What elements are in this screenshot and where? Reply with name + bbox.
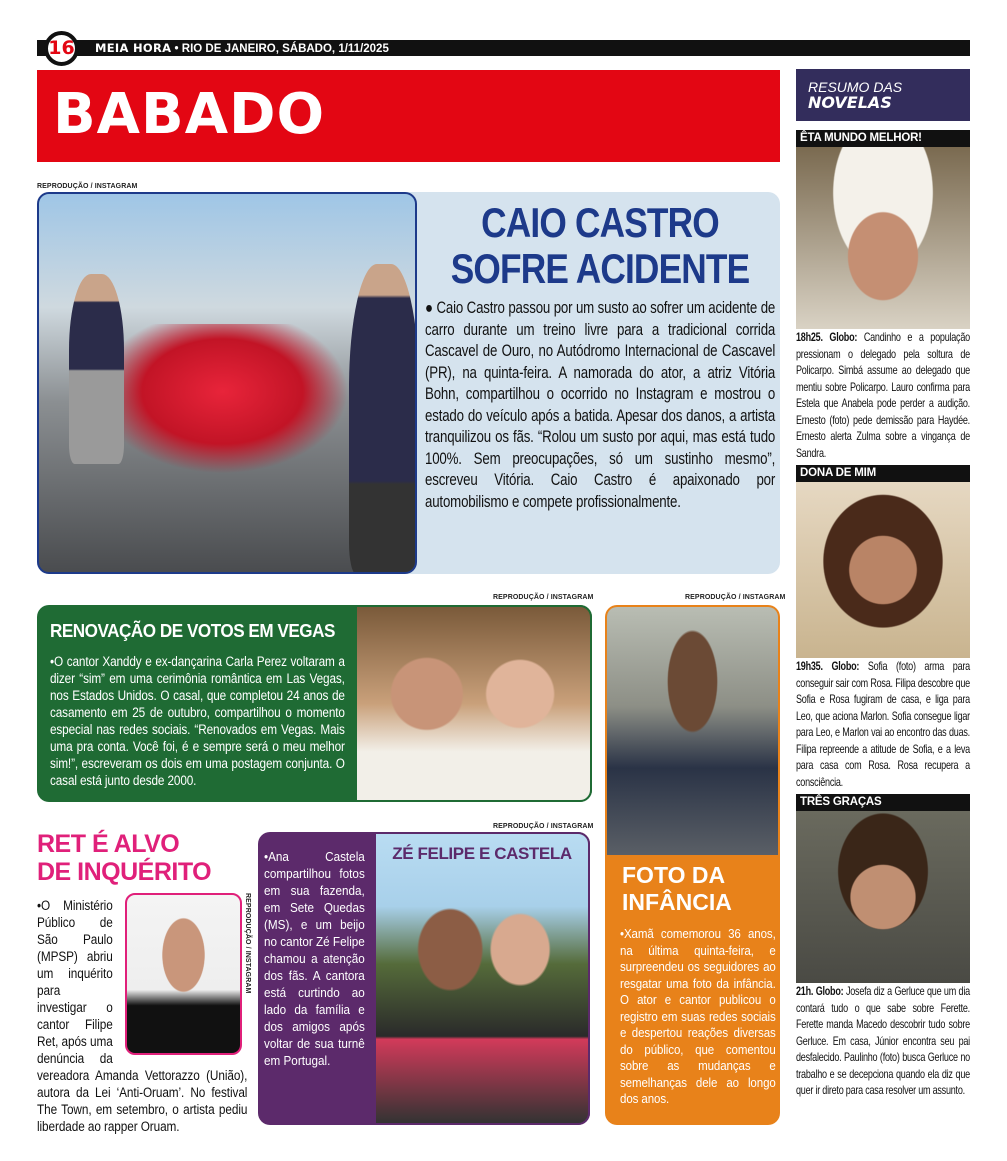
bullet: ● bbox=[425, 299, 437, 317]
photo-credit: REPRODUÇÃO / INSTAGRAM bbox=[493, 823, 594, 830]
person-figure bbox=[349, 264, 417, 574]
novela-photo bbox=[796, 147, 970, 329]
car-crash-photo bbox=[37, 192, 417, 574]
novela-header: TRÊS GRAÇAS bbox=[796, 794, 970, 811]
page-header-bar bbox=[37, 40, 970, 56]
novela-header: ÊTA MUNDO MELHOR! bbox=[796, 130, 970, 147]
brand-name: MEIA HORA bbox=[95, 41, 172, 55]
vegas-headline: RENOVAÇÃO DE VOTOS EM VEGAS bbox=[50, 621, 335, 641]
headline-line: SOFRE ACIDENTE bbox=[450, 245, 750, 292]
body-text: Caio Castro passou por um susto ao sofrer um acidente de carro durante um treino livre para a tradicional corrida Cascavel de Ouro, no Autódromo Internacional de Cascavel (PR), na quinta-feira. A namorada do ator, a atriz Vitória Bohn, compartilhou o ocorrido no Instagram e mostrou o estado do veículo após a batida. Apesar dos danos, a artista tranquilizou os fãs. “Rolou um susto por aqui, mas está tudo 100%. Sem preocupações, só um sustinho mesmo”, escreveu Vitória. Caio Castro é apaixonado por automobilismo e compete profissionalmente. bbox=[425, 299, 776, 511]
novela-summary-wrap bbox=[796, 984, 970, 1100]
novela-header: DONA DE MIM bbox=[796, 465, 970, 482]
photo-credit: REPRODUÇÃO / INSTAGRAM bbox=[493, 594, 594, 601]
headline-line: INFÂNCIA bbox=[622, 889, 732, 915]
couple-photo bbox=[355, 605, 592, 802]
novela-summary bbox=[796, 659, 970, 791]
section-banner bbox=[37, 70, 780, 162]
page-number: 16 bbox=[44, 31, 79, 66]
headline-line: RET É ALVO bbox=[37, 830, 180, 858]
novela-summary bbox=[796, 984, 970, 1100]
sidebar-title: RESUMO DAS bbox=[808, 79, 903, 95]
infancia-body: •Xamã comemorou 36 anos, na última quinta-feira, e surpreendeu os seguidores ao resgatar uma foto da infância. O ator e cantor publicou o registro em suas redes sociais e despertou reações diversas do público, que comentou sobre as mudanças e semelhanças dele ao longo dos anos. bbox=[620, 926, 776, 1106]
novela-text: Candinho e a população pressionam o delegado pela soltura de Policarpo. Simbá assume ao delegado que mentiu sobre Policarpo. Lauro confirma para Estela que Anabela pode perder a audição. Ernesto (foto) pede demissão para Haydée. Ernesto alerta Zulma sobre a vingança de Sandra. bbox=[796, 331, 970, 460]
headline-line: FOTO DA bbox=[622, 862, 726, 888]
photo-credit: REPRODUÇÃO / INSTAGRAM bbox=[244, 893, 251, 994]
car-shape bbox=[119, 324, 349, 474]
main-headline bbox=[420, 200, 780, 292]
infancia-headline bbox=[622, 862, 732, 916]
novela-photo bbox=[796, 811, 970, 983]
dateline: • RIO DE JANEIRO, SÁBADO, 1/11/2025 bbox=[174, 43, 389, 55]
photo-credit: REPRODUÇÃO / INSTAGRAM bbox=[37, 183, 138, 190]
filipe-ret-photo bbox=[125, 893, 242, 1055]
novelas-sidebar bbox=[796, 69, 970, 1103]
childhood-photo bbox=[605, 605, 780, 855]
novela-time: 18h25. Globo: bbox=[796, 331, 858, 344]
body-text: •O Ministério Público de São Paulo (MPSP) abriu um inquérito para investigar o cantor Filipe Ret, após uma denúncia da vereadora Amanda Vettorazzo (União), autora da Lei ‘Anti-Oruam’. No festival The Town, em setembro, o artista pediu liberdade ao rapper Oruam. bbox=[37, 898, 248, 1134]
ret-headline bbox=[37, 830, 211, 886]
novela-time: 21h. Globo: bbox=[796, 985, 844, 998]
novela-summary bbox=[796, 330, 970, 462]
sidebar-title-box bbox=[796, 69, 970, 121]
photo-credit: REPRODUÇÃO / INSTAGRAM bbox=[685, 594, 786, 601]
novela-text: Josefa diz a Gerluce que um dia contará tudo o que sabe sobre Ferette. Ferette manda Macedo descobrir tudo sobre Gerluce. Em casa, Júnior encontra seu pai desfalecido. Paulinho (foto) busca Gerluce no trabalho e se decepciona quando ela diz que quer ir direto para casa resolver um assunto. bbox=[796, 985, 970, 1097]
headline-line: CAIO CASTRO bbox=[481, 199, 719, 246]
main-story-body bbox=[425, 298, 775, 513]
novela-time: 19h35. Globo: bbox=[796, 660, 860, 673]
novela-summary-wrap bbox=[796, 330, 970, 462]
headline-line: DE INQUÉRITO bbox=[37, 858, 212, 886]
section-title: BABADO bbox=[53, 82, 326, 147]
sidebar-title: NOVELAS bbox=[808, 93, 892, 112]
novela-text: Sofia (foto) arma para conseguir sair com Rosa. Filipa descobre que Sofia e Rosa fugiram de casa, e liga para Leo, que aciona Marlon. Sofia consegue ligar para Leo, e Marlon vai ao encontro das duas. Filipa repreende a atitude de Sofia, e a leva para casa com Rosa. Rosa recupera a consciência. bbox=[796, 660, 970, 789]
vegas-body: •O cantor Xanddy e ex-dançarina Carla Perez voltaram a dizer “sim” em uma cerimônia romântica em Las Vegas, nos Estados Unidos. O casal, que completou 24 anos de casamento em 25 de outubro, compartilhou o momento especial nas redes sociais. “Renovados em Vegas. Mais uma pra conta. Você foi, é e sempre será o meu melhor sim!”, escreveram os dois em uma postagem conjunta. O casal está junto desde 2000. bbox=[50, 654, 345, 788]
person-figure bbox=[69, 274, 124, 464]
novela-summary-wrap bbox=[796, 659, 970, 791]
ze-felipe-headline: ZÉ FELIPE E CASTELA bbox=[392, 844, 572, 863]
ze-felipe-body: •Ana Castela compartilhou fotos em sua fazenda, em Sete Quedas (MS), e um beijo no cantor Zé Felipe chamou a atenção dos fãs. A cantora está curtindo ao lado da família e dos amigos após voltar de sua turnê em Portugal. bbox=[264, 849, 365, 1068]
novela-photo bbox=[796, 482, 970, 658]
kiss-photo bbox=[374, 832, 590, 1125]
